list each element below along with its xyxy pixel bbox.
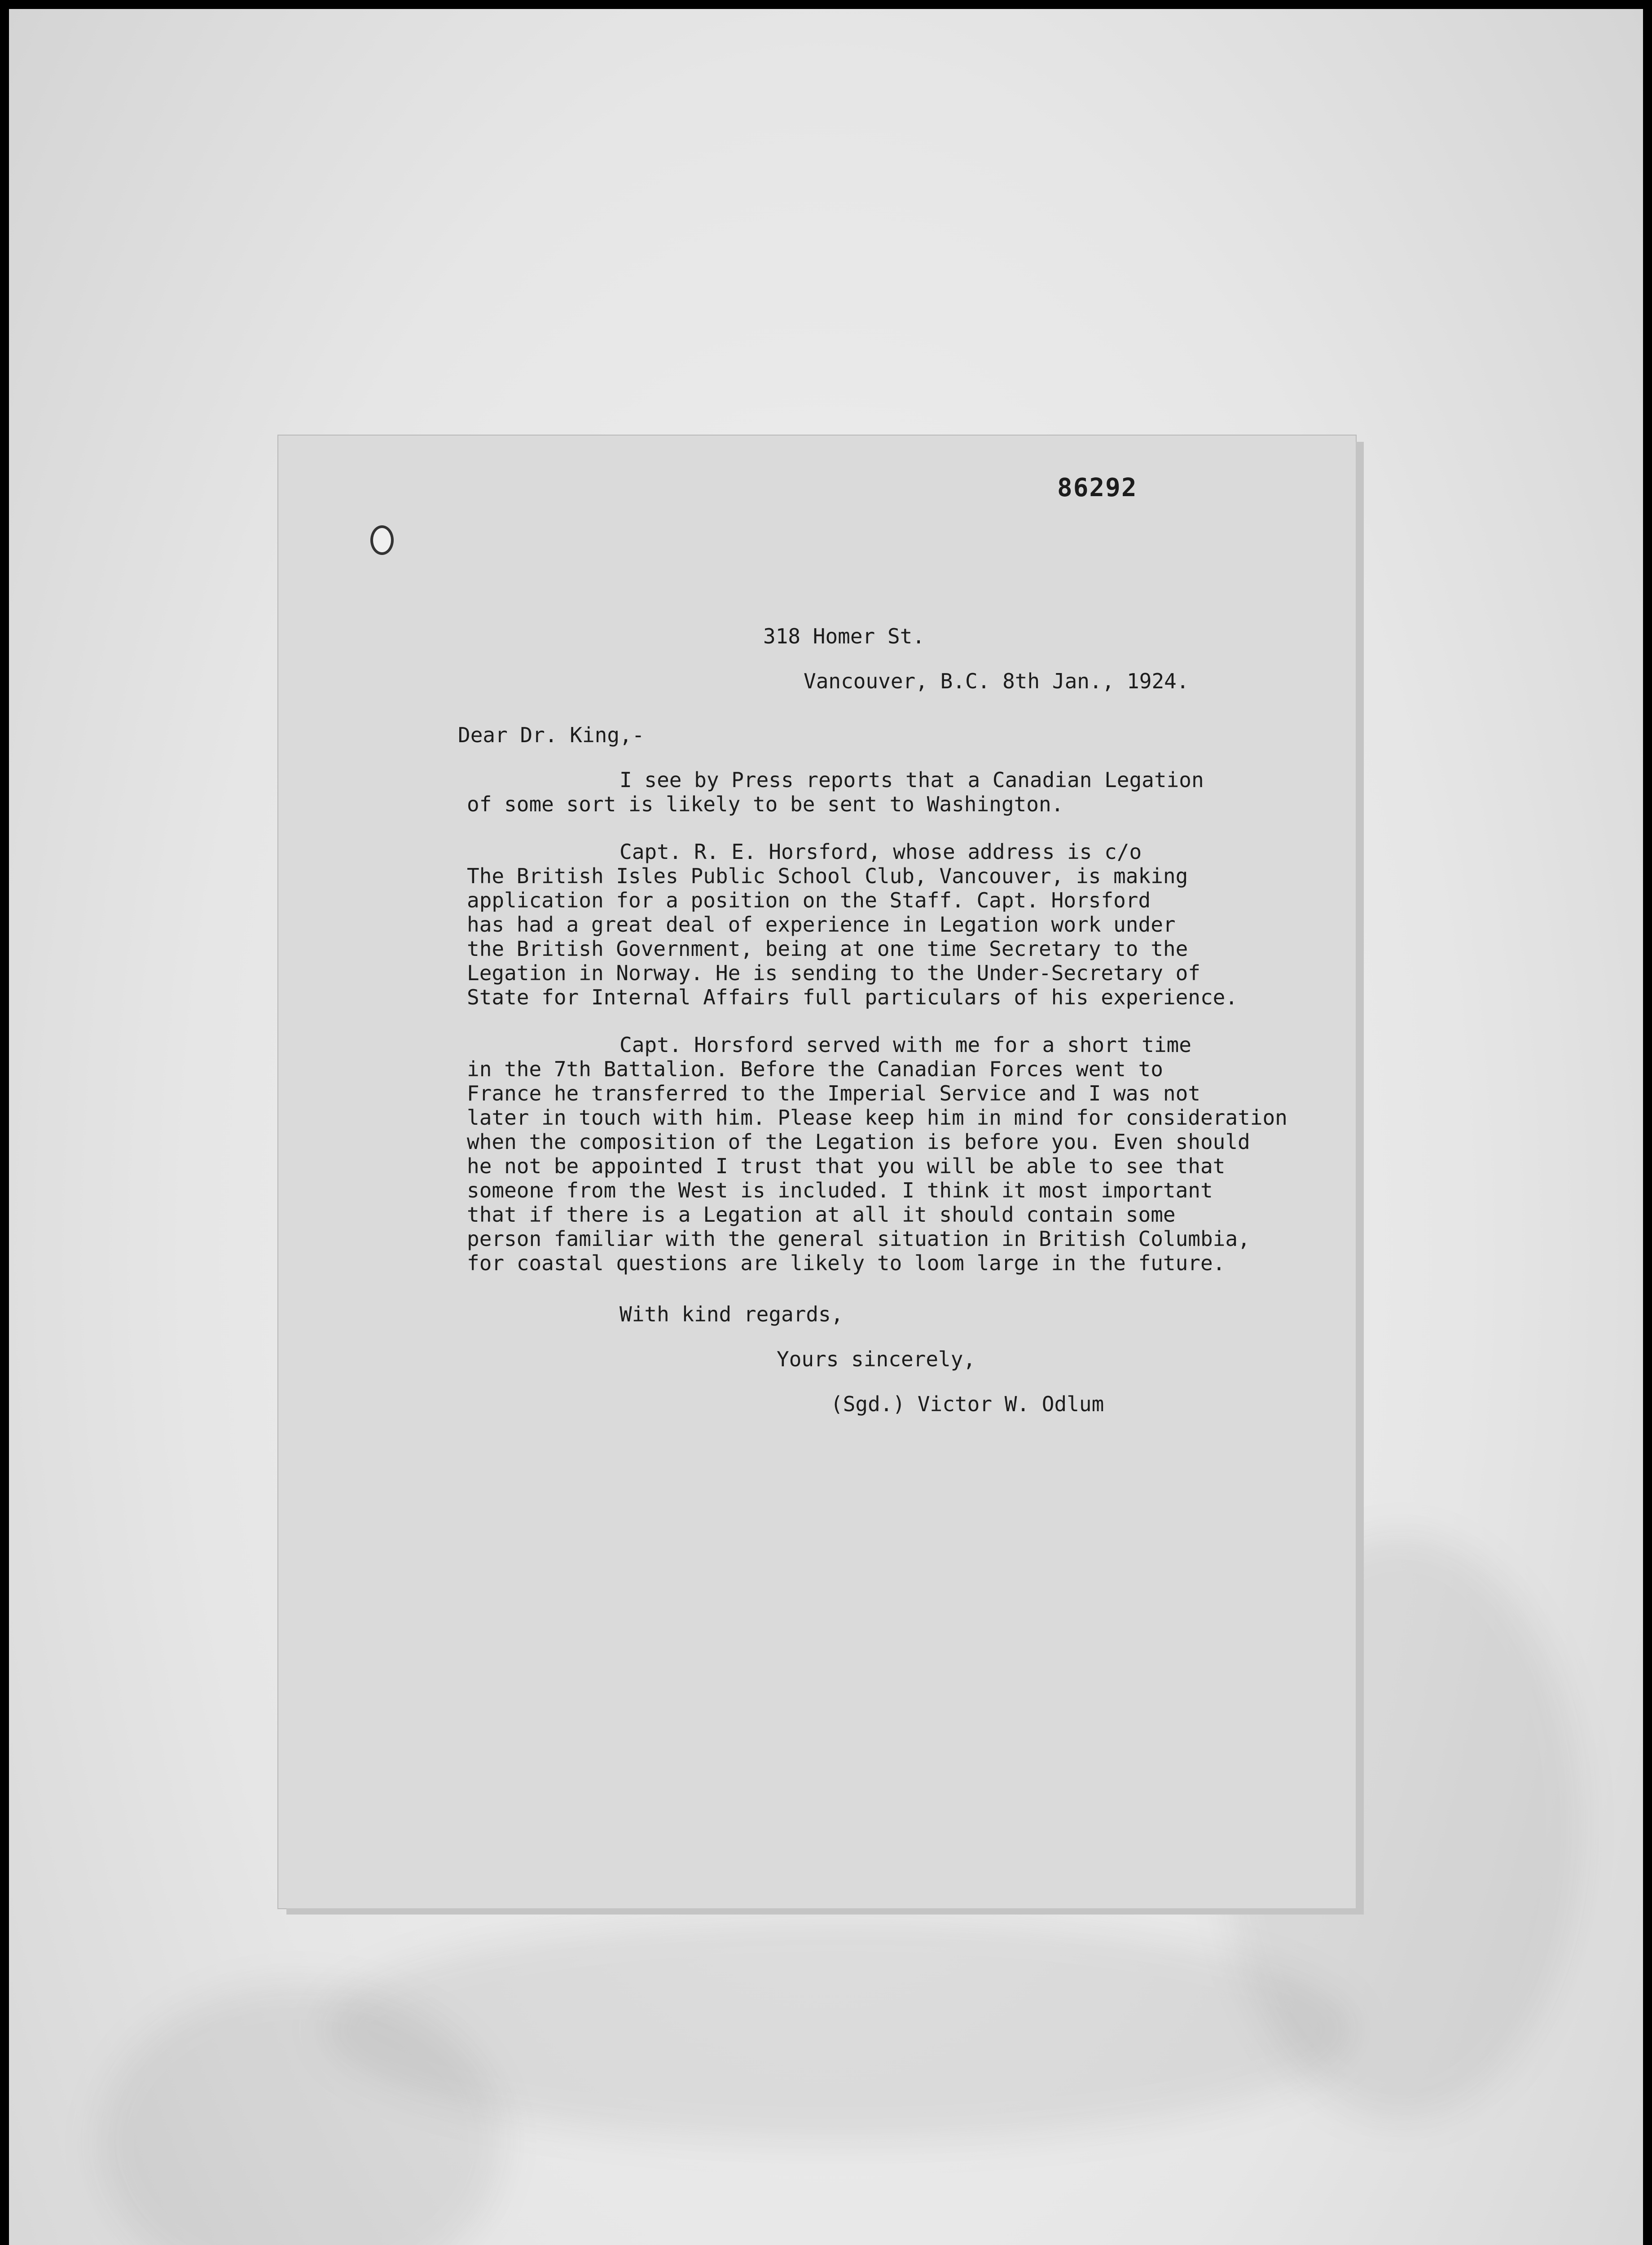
text-line: the British Government, being at one time Secretary to the [467, 937, 1188, 961]
signature: (Sgd.) Victor W. Odlum [830, 1392, 1104, 1416]
text-line: application for a position on the Staff. Capt. Horsford [467, 888, 1151, 912]
text-line: person familiar with the general situation in British Columbia, [467, 1227, 1250, 1251]
closing: With kind regards, [620, 1302, 844, 1326]
text-line: later in touch with him. Please keep him in mind for consideration [467, 1105, 1287, 1130]
letter-page [278, 436, 1356, 1908]
text-line: when the composition of the Legation is before you. Even should [467, 1130, 1250, 1154]
text-line: has had a great deal of experience in Legation work under [467, 912, 1176, 937]
text-line: someone from the West is included. I think it most important [467, 1178, 1213, 1202]
salutation: Dear Dr. King,- [458, 723, 645, 747]
text-line: State for Internal Affairs full particulars of his experience. [467, 985, 1238, 1009]
document-number: 86292 [1057, 473, 1138, 502]
text-line: Legation in Norway. He is sending to the Under-Secretary of [467, 961, 1200, 985]
text-line: I see by Press reports that a Canadian Legation [620, 768, 1204, 792]
text-line: France he transferred to the Imperial Service and I was not [467, 1081, 1200, 1105]
text-line: that if there is a Legation at all it should contain some [467, 1202, 1176, 1227]
text-line: for coastal questions are likely to loom large in the future. [467, 1251, 1226, 1275]
signoff: Yours sincerely, [777, 1347, 976, 1371]
punch-hole-icon [370, 525, 394, 555]
sender-address: 318 Homer St. [763, 624, 925, 648]
text-line: Capt. R. E. Horsford, whose address is c/o [620, 840, 1142, 864]
text-line: The British Isles Public School Club, Vancouver, is making [467, 864, 1188, 888]
letter-date: Vancouver, B.C. 8th Jan., 1924. [804, 669, 1189, 693]
text-line: he not be appointed I trust that you will be able to see that [467, 1154, 1226, 1178]
microfilm-frame [9, 9, 1643, 2245]
text-line: Capt. Horsford served with me for a short time [620, 1033, 1191, 1057]
text-line: in the 7th Battalion. Before the Canadian Forces went to [467, 1057, 1163, 1081]
text-line: of some sort is likely to be sent to Washington. [467, 792, 1064, 816]
